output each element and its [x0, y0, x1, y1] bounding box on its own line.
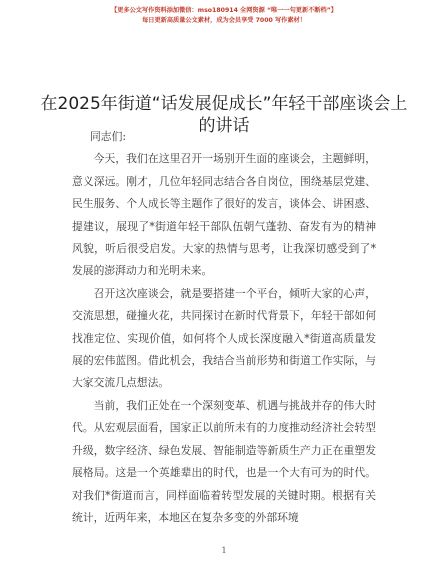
promo-banner-line-2: 每日更新高质量公文素材，成为会员享受 7000 写作素材！ [142, 17, 306, 24]
paragraph-1: 今天，我们在这里召开一场别开生面的座谈会，主题鲜明，意义深远。刚才，几位年轻同志结合各自岗位，围绕基层党建、民生服务、个人成长等主题作了很好的发言，谈体会、讲困惑、提建议，展现了*街道年轻干部队伍朝气蓬勃、奋发有为的精神风貌，听后很受启发。大家的热情与思考，让我深切感受到了*发展的澎湃动力和光明未来。 [72, 152, 376, 278]
salutation: 同志们: [90, 130, 127, 143]
paragraph-2: 召开这次座谈会，就是要搭建一个平台，倾听大家的心声，交流思想，碰撞火花，共同探讨在新时代背景下，年轻干部如何找准定位、实现价值，如何将个人成长深度融入*街道高质量发展的宏伟蓝图。借此机会，我结合当前形势和街道工作实际，与大家交流几点想法。 [72, 286, 376, 390]
document-body [72, 126, 376, 529]
promo-banner [0, 6, 448, 26]
promo-banner-line-1: 【更多公文写作资料添加微信：mso180914 全网资源 “唯一一句更新不断档”】 [111, 7, 337, 14]
document-title: 在2025年街道“话发展促成长”年轻干部座谈会上的讲话 [40, 94, 408, 137]
page-number: 1 [221, 546, 227, 555]
paragraph-3: 当前，我们正处在一个深刻变革、机遇与挑战并存的伟大时代。从宏观层面看，国家正以前所未有的力度推动经济社会转型升级，数字经济、绿色发展、智能制造等新质生产力正在重塑发展格局。这是一个英雄辈出的时代，也是一个大有可为的时代。对我们*街道而言，同样面临着转型发展的关键时期。根据有关统计，近两年来，本地区在复杂多变的外部环境 [72, 398, 376, 524]
